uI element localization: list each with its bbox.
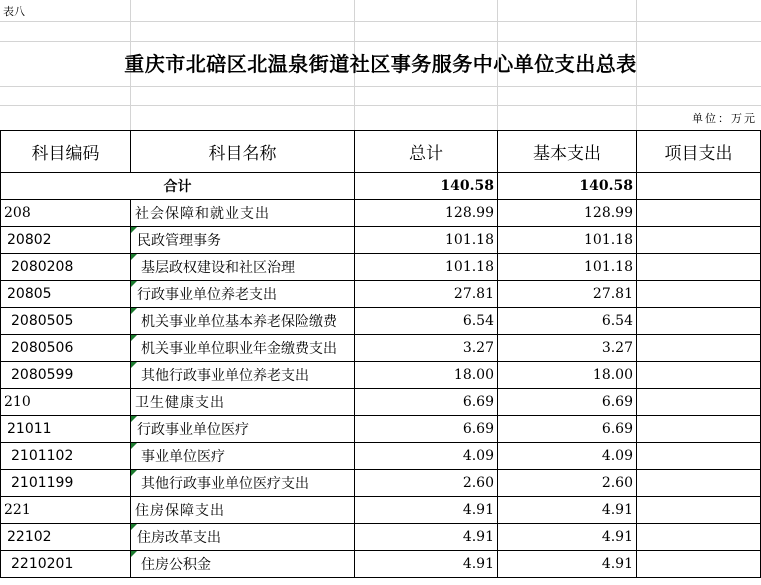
error-indicator-icon [131,254,137,260]
row-basic[interactable]: 4.91 [498,497,637,524]
sheet-tag: 表八 [3,5,25,18]
cell-text: 住房改革支出 [137,530,221,546]
row-code[interactable]: 2101102 [1,443,131,470]
expenditure-table [0,130,761,578]
table-row [1,227,761,254]
row-basic[interactable]: 6.54 [498,308,637,335]
row-code[interactable]: 221 [1,497,131,524]
row-total[interactable]: 4.09 [355,443,498,470]
row-code[interactable]: 21011 [1,416,131,443]
row-basic[interactable]: 27.81 [498,281,637,308]
row-project[interactable] [637,362,761,389]
row-code[interactable]: 2080506 [1,335,131,362]
cell-text: 民政管理事务 [137,233,221,249]
row-total[interactable]: 3.27 [355,335,498,362]
row-total[interactable]: 18.00 [355,362,498,389]
error-indicator-icon [131,443,137,449]
row-code[interactable]: 20802 [1,227,131,254]
row-total[interactable]: 6.69 [355,389,498,416]
table-row [1,443,761,470]
row-name[interactable] [131,416,355,443]
row-project[interactable] [637,497,761,524]
cell-text: 机关事业单位职业年金缴费支出 [141,341,337,357]
row-basic[interactable]: 4.09 [498,443,637,470]
row-name[interactable] [131,281,355,308]
row-project[interactable] [637,200,761,227]
cell-text: 其他行政事业单位医疗支出 [141,476,309,492]
row-name[interactable] [131,524,355,551]
table-row [1,254,761,281]
row-project[interactable] [637,524,761,551]
row-total[interactable]: 6.69 [355,416,498,443]
table-row [1,389,761,416]
cell-text: 事业单位医疗 [141,449,225,465]
row-project[interactable] [637,443,761,470]
error-indicator-icon [131,362,137,368]
row-code[interactable]: 2080599 [1,362,131,389]
row-code[interactable]: 2210201 [1,551,131,578]
total-total[interactable]: 140.58 [355,173,498,200]
row-basic[interactable]: 101.18 [498,254,637,281]
row-name[interactable] [131,254,355,281]
row-code[interactable]: 208 [1,200,131,227]
header-project[interactable]: 项目支出 [637,131,761,173]
row-project[interactable] [637,470,761,497]
row-total[interactable]: 128.99 [355,200,498,227]
error-indicator-icon [131,281,137,287]
row-name[interactable]: 卫生健康支出 [131,389,355,416]
row-project[interactable] [637,389,761,416]
cell-text: 基层政权建设和社区治理 [141,260,295,276]
row-code[interactable]: 22102 [1,524,131,551]
table-row [1,362,761,389]
row-basic[interactable]: 128.99 [498,200,637,227]
table-row [1,551,761,578]
table-row [1,308,761,335]
total-label[interactable]: 合计 [1,173,355,200]
cell-text: 行政事业单位养老支出 [137,287,277,303]
row-project[interactable] [637,281,761,308]
cell-text: 机关事业单位基本养老保险缴费 [141,314,337,330]
row-name[interactable] [131,470,355,497]
row-project[interactable] [637,416,761,443]
total-basic[interactable]: 140.58 [498,173,637,200]
total-row [1,173,761,200]
row-basic[interactable]: 18.00 [498,362,637,389]
unit-label: 单位：万元 [692,112,757,125]
header-basic[interactable]: 基本支出 [498,131,637,173]
row-code[interactable]: 20805 [1,281,131,308]
row-total[interactable]: 27.81 [355,281,498,308]
cell-text: 其他行政事业单位养老支出 [141,368,309,384]
row-basic[interactable]: 4.91 [498,551,637,578]
row-project[interactable] [637,551,761,578]
total-project[interactable] [637,173,761,200]
page-title: 重庆市北碚区北温泉街道社区事务服务中心单位支出总表 [124,52,637,76]
row-basic[interactable]: 2.60 [498,470,637,497]
error-indicator-icon [131,308,137,314]
row-total[interactable]: 101.18 [355,254,498,281]
header-name[interactable]: 科目名称 [131,131,355,173]
row-name[interactable] [131,335,355,362]
row-basic[interactable]: 101.18 [498,227,637,254]
header-total[interactable]: 总计 [355,131,498,173]
error-indicator-icon [131,227,137,233]
row-code[interactable]: 210 [1,389,131,416]
row-name[interactable] [131,551,355,578]
row-basic[interactable]: 6.69 [498,389,637,416]
row-project[interactable] [637,227,761,254]
row-total[interactable]: 4.91 [355,551,498,578]
table-row [1,335,761,362]
header-row [1,131,761,173]
error-indicator-icon [131,335,137,341]
row-basic[interactable]: 4.91 [498,524,637,551]
error-indicator-icon [131,416,137,422]
table-row [1,200,761,227]
table-row [1,470,761,497]
cell-text: 住房公积金 [141,557,211,573]
row-basic[interactable]: 6.69 [498,416,637,443]
row-total[interactable]: 101.18 [355,227,498,254]
table-row [1,281,761,308]
row-code[interactable]: 2080208 [1,254,131,281]
row-project[interactable] [637,254,761,281]
table-row [1,497,761,524]
row-total[interactable]: 4.91 [355,524,498,551]
error-indicator-icon [131,524,137,530]
row-total[interactable]: 6.54 [355,308,498,335]
row-name[interactable]: 住房保障支出 [131,497,355,524]
row-project[interactable] [637,308,761,335]
table-row [1,416,761,443]
row-name[interactable] [131,362,355,389]
cell-text: 行政事业单位医疗 [137,422,249,438]
row-total[interactable]: 2.60 [355,470,498,497]
header-code[interactable]: 科目编码 [1,131,131,173]
table-row [1,524,761,551]
row-name[interactable] [131,227,355,254]
error-indicator-icon [131,551,137,557]
row-project[interactable] [637,335,761,362]
row-basic[interactable]: 3.27 [498,335,637,362]
row-total[interactable]: 4.91 [355,497,498,524]
error-indicator-icon [131,470,137,476]
row-code[interactable]: 2080505 [1,308,131,335]
row-name[interactable] [131,443,355,470]
row-name[interactable] [131,308,355,335]
row-code[interactable]: 2101199 [1,470,131,497]
row-name[interactable]: 社会保障和就业支出 [131,200,355,227]
